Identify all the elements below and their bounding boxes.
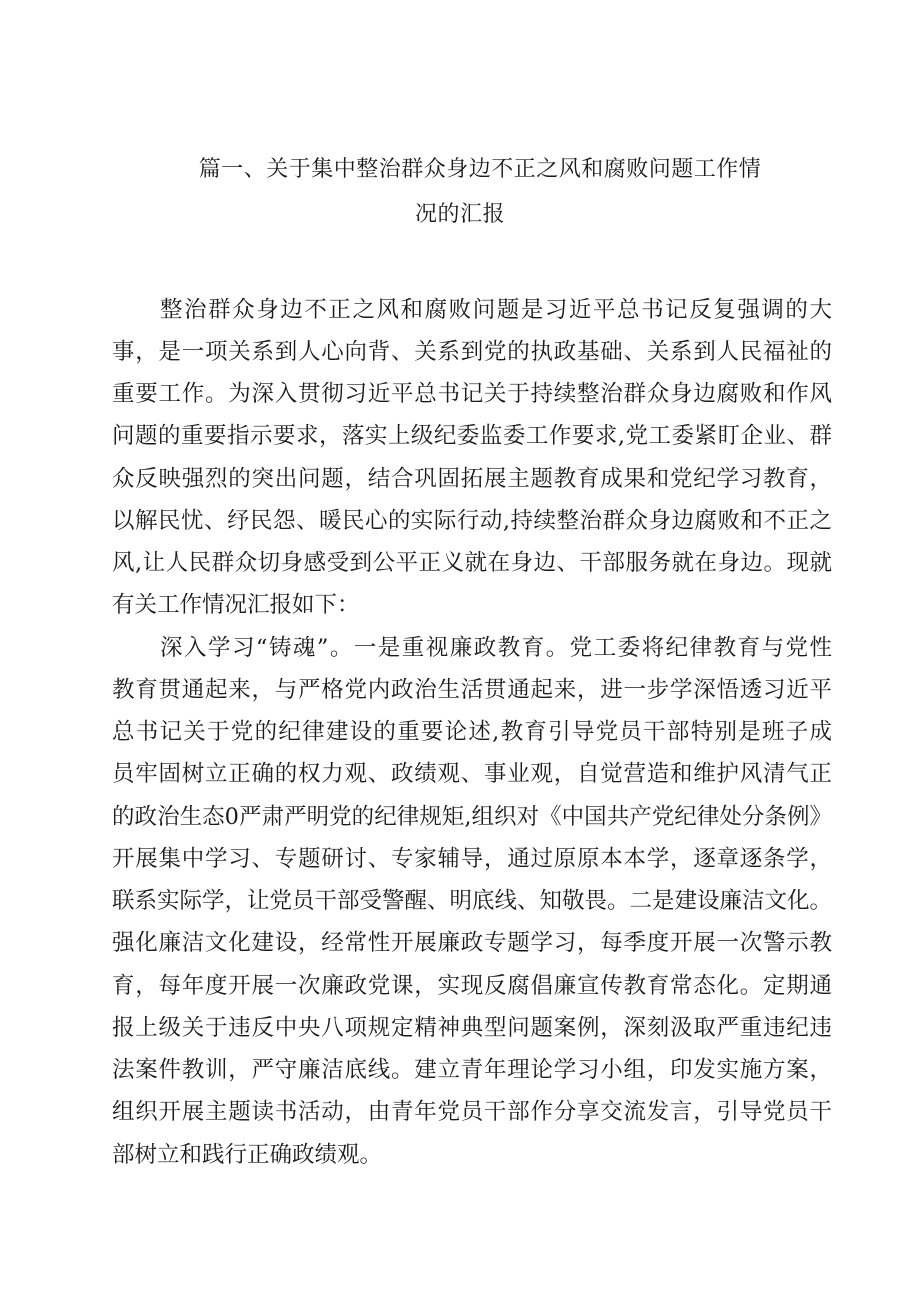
paragraph-line: 强化廉洁文化建设，经常性开展廉政专题学习，每季度开展一次警示教 xyxy=(112,930,832,956)
paragraph-line: 问题的重要指示要求，落实上级纪委监委工作要求,党工委紧盯企业、群 xyxy=(112,423,832,449)
paragraph-line: 风,让人民群众切身感受到公平正义就在身边、干部服务就在身边。现就 xyxy=(112,550,832,576)
paragraph-line: 联系实际学，让党员干部受警醒、明底线、知敬畏。二是建设廉洁文化。 xyxy=(112,888,833,914)
paragraph-line: 以解民忧、纾民怨、暖民心的实际行动,持续整治群众身边腐败和不正之 xyxy=(112,508,832,534)
paragraph-line: 总书记关于党的纪律建设的重要论述,教育引导党员干部特别是班子成 xyxy=(112,719,832,745)
paragraph-line: 法案件教训，严守廉洁底线。建立青年理论学习小组，印发实施方案， xyxy=(112,1057,832,1083)
paragraph-line: 报上级关于违反中央八项规定精神典型问题案例，深刻汲取严重违纪违 xyxy=(112,1015,832,1041)
paragraph-line: 深入学习“铸魂”。一是重视廉政教育。党工委将纪律教育与党性 xyxy=(160,635,832,661)
paragraph-line: 整治群众身边不正之风和腐败问题是习近平总书记反复强调的大 xyxy=(160,297,832,323)
paragraph-line: 育，每年度开展一次廉政党课，实现反腐倡廉宣传教育常态化。定期通 xyxy=(112,973,832,999)
paragraph-line: 组织开展主题读书活动，由青年党员干部作分享交流发言，引导党员干 xyxy=(112,1099,832,1125)
document-title-line-2: 况的汇报 xyxy=(414,202,505,227)
document-title-line-1: 篇一、关于集中整治群众身边不正之风和腐败问题工作情 xyxy=(198,157,762,182)
paragraph-line: 众反映强烈的突出问题，结合巩固拓展主题教育成果和党纪学习教育， xyxy=(112,466,832,492)
paragraph-line: 开展集中学习、专题研讨、专家辅导，通过原原本本学，逐章逐条学， xyxy=(112,846,832,872)
paragraph-line: 有关工作情况汇报如下： xyxy=(112,592,360,618)
paragraph-line: 事，是一项关系到人心向背、关系到党的执政基础、关系到人民福祉的 xyxy=(112,339,832,365)
paragraph-line: 员牢固树立正确的权力观、政绩观、事业观，自觉营造和维护风清气正 xyxy=(112,761,832,787)
paragraph-line: 教育贯通起来，与严格党内政治生活贯通起来，进一步学深悟透习近平 xyxy=(112,677,832,703)
paragraph-line: 部树立和践行正确政绩观。 xyxy=(112,1142,383,1168)
paragraph-line: 重要工作。为深入贯彻习近平总书记关于持续整治群众身边腐败和作风 xyxy=(112,381,832,407)
paragraph-line: 的政治生态0严肃严明党的纪律规矩,组织对《中国共产党纪律处分条例》 xyxy=(112,804,832,830)
